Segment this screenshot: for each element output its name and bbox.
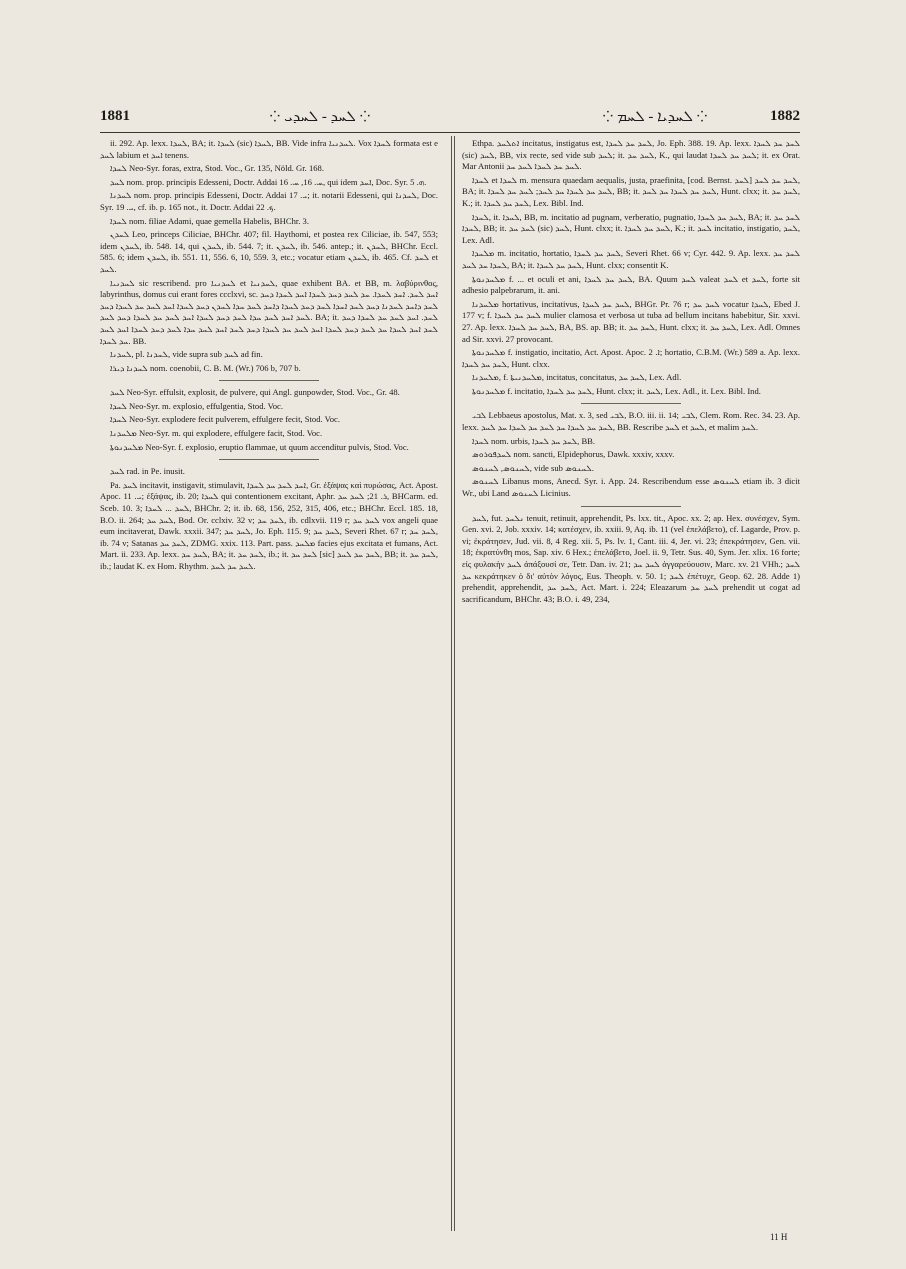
entry: ܠܚܕ Neo-Syr. effulsit, explosit, de pulvere, qui Angl. gunpowder, Stod. Voc., Gr. 48.: [110, 387, 400, 398]
entry: ܠܚܢܘܣ Libanus mons, Anecd. Syr. i. App. 24. Rescribendum esse ܠܚܢܘܣ etiam ib. 3 dicit Wr., ubi Land ܠܚܢܘܣ Licinius.: [462, 476, 800, 499]
entry: ܡܠܚܕܢܘܬܐ f. ... et oculi et ani, ܠܚܕ ܚܕ ܠܚܕܐ, BA. Quum ܠܚܕ valeat ܠܚܕ et ܠܚܕ, forte sit adhesio palpebrarum, it. ani.: [462, 273, 800, 296]
left-column: [100, 138, 438, 1228]
running-head-right: ⁘ ܠܚܕܝܐ - ܠܚܡ ⁘: [602, 109, 708, 125]
entry: ܠܚܕܦܘܪܘܣ nom. sancti, Elpidephorus, Dawk. xxxiv, xxxv.: [472, 449, 675, 460]
column-rule: [454, 136, 455, 1231]
entry: ܠܚܕܢܐ nom. prop. principis Edesseni, Doctr. Addai ܝ. 17; it. notarii Edesseni, qui ܠܚܕܢܐ, Doc. Syr. ܝ. 19, cf. ib. p. 165 not., it. Doctr. Addai ܟ. 22.: [100, 190, 438, 212]
entry: Ethpa. ܐܬܠܚܕ incitatus, instigatus est, ܠܚܕ ܚܕ ܠܚܕܐ, Jo. Eph. 388. 19. Ap. lexx. ܠܚܕ ܚܕ ܠܚܕܐ (sic) ܠܚܕ, BB, vix recte, sed vide sub ܠܚܕ; it. ܠܚܕ ܚܕ, K., qui laudat ܠܚܕ ܚܕ ܠܚܕܐ; it. ex Orat. Mar Antonii ܠܚܕ ܚܕ ܠܚܕܐ ܠܚܕ ܚܕ.: [462, 138, 800, 172]
running-head-left: ⁘ ܠܚܕ - ܠܚܕܝ ⁘: [269, 109, 371, 125]
section-divider: [219, 459, 319, 460]
entry: ܡܠܚܕܢܘܬܐ f. instigatio, incitatio, Act. Apost. Apoc. ܐ. 2; hortatio, C.B.M. (Wr.) 589 a. Ap. lexx. ܠܚܕ ܚܕ ܠܚܕܐ, Hunt. clxx.: [462, 347, 800, 369]
entry: ܠܚܕܐ Neo-Syr. foras, extra, Stod. Voc., Gr. 135, Nöld. Gr. 168.: [110, 163, 324, 174]
entry: ii. 292. Ap. lexx. ܠܚܕܐ, BA; it. ܠܚܕܐ (sic) ܠܚܕܐ, BB. Vide infra ܠܚܕܢܝܐ. Vox ܠܚܕܐ formata est e ܠܚܕ labium et ܐܚܕ tenens.: [100, 138, 438, 160]
entry: ܠܒܝ Lebbaeus apostolus, Mat. x. 3, sed ܠܒܝ, B.O. iii. ii. 14; ܠܒܝ, Clem. Rom. Rec. 34. 23. Ap. lexx. ܠܚܕ ܚܕ ܠܚܕܐ ܚܕ ܠܚܕ ܚܕ ܠܚܕܐ ܚܕ ܠܚܕ, BB. Rescribe ܠܚܕ et ܠܚܕ, et malim ܠܚܕ.: [462, 410, 800, 433]
entry: ܡܠܚܕܢܐ, f. ܡܠܚܕܢܝܬܐ, incitatus, concitatus, ܠܚܕ ܚܕ, Lex. Adl.: [472, 372, 682, 383]
entry: Pa. ܠܚܕ incitavit, instigavit, stimulavit, ܐܚܕ ܠܚܕ ܚܕ ܠܚܕܐ, Gr. ἐξάψας καὶ πυρώσας, Act. Apost. Apoc. ܝ. 11; ἐξάψας, ib. 20; ܠܚܕܐ qui contentionem excitant, Aphr. ܪ. 21; ܠܚܕ ܚܕ, BHCarm. ed. Sceb. 10. 3; ܠܚܕ ... ܠܚܕܐ, BHChr. 2; it. ib. 68, 156, 252, 315, 406, etc.; BHChr. Eccl. 185. 18, B.O. ii. 264; ܠܚܕ ܚܕ, Bod. Or. cclxiv. 32 v; ܠܚܕ ܚܕ, ib. cdlxvii. 119 r; ܠܚܕ ܚܕ vox angeli quae eum incitaverat, Dawk. xxxii. 347; ܠܚܕ ܚܕ, Jo. Eph. 115. 9; ܠܚܕ ܚܕ, Severi Rhet. 67 r; ܠܚܕ ܚܕ, ib. 74 v; Satanas ܠܚܕ ܚܕ, ZDMG. xxix. 113. Part. pass. ܡܠܚܕ facies ejus excitata et fumans, Act. Mart. ii. 233. Ap. lexx. ܠܚܕ ܚܕ, BA; it. ܠܚܕ ܚܕ, ib.; it. ܠܚܕ ܚܕ [sic] ܠܚܕ ܚܕ ܠܚܕ, BB; it. ܠܚܕ ܚܕ, ib.; laudat K. ex Hom. Rhythm. ܠܚܕ ܚܕ ܠܚܕ.: [100, 479, 438, 571]
entry: ܠܚܕܢܝܐ sic rescribend. pro ܠܚܕܢܝܐ et ܠܚܕܢܝܐ, quae exhibent BA. et BB, m. λαβύρινθος, labyrinthus, domus cui erant fores ccclxvi, sc. ܐܚܕ ܠܚܕ. ܐܚܕ ܠܚܕܐ. ܚܕ ܠܚܕ ܕܚܕ ܠܚܕܐ ܐܚܕ ܠܚܕܐ ܕܚܕ ܠܚܕ ܕܐܚܕ ܠܚܕܢܐ ܕܚܕ ܠܚܕ ܐܚܕܐ ܠܚܕ ܕܚܕ ܠܚܕܐ ܕܐܚܕ ܠܚܕ ܚܕܐ ܠܚܕܢ ܕܚܕ ܠܚܕܐ ܐܚܕ ܠܚܕ ܚܕ ܠܚܕܐ ܕܚܕ ܠܚܕ ܐܚܕ ܠܚܕ ܚܕܐ ܠܚܕ ܕܚܕ ܠܚܕܐ ܐܚܕ ܠܚܕ ܚܕ ܠܚܕܐ ܕܚܕ ܠܚܕ. BA; it. ܠܚܕ. ܐܚܕ ܠܚܕ ܚܕ ܠܚܕܐ ܕܚܕ ܠܚܕ ܐܚܕ ܠܚܕܐ ܚܕ ܠܚܕ ܕܚܕ ܠܚܕܐ ܐܚܕ ܠܚܕ ܚܕ ܠܚܕܐ ܕܚܕ ܠܚܕ ܐܚܕ ܠܚܕ ܚܕܐ ܠܚܕ ܕܚܕ ܠܚܕܐ ܐܚܕ ܠܚܕ ܚܕ ܠܚܕܐ. BB.: [100, 277, 438, 346]
signature-mark: 11 H: [770, 1232, 788, 1242]
entry: ܠܚܕܐ et ܠܚܕܐ m. mensura quaedam aequalis, justa, praefinita, [cod. Bernst. ܠܚܕ] ܠܚܕ ܚܕ ܠܚܕ, BA; it. ܠܚܕ ܚܕ ܠܚܕܐ ܚܕ ܠܚܕ; ܠܚܕ ܚܕ ܠܚܕܐ, BB; it. ܠܚܕ ܚܕ ܠܚܕܐ ܚܕ ܠܚܕ, Hunt. clxx; it. ܠܚܕ ܚܕ, K.; it. ܠܚܕ ܚܕ ܠܚܕܐ, Lex. Bibl. Ind.: [462, 174, 800, 208]
page-header: [100, 108, 800, 130]
page-number-right: 1882: [770, 108, 800, 124]
entry: ܠܚܕ nom. prop. principis Edesseni, Doctr. Addai ܚ. 16, ܚ. 16, qui idem ܐܚܕ, Doc. Syr. ܗ. 5.: [110, 176, 427, 187]
entry: ܠܚܕ rad. in Pe. inusit.: [110, 466, 185, 477]
column-rule: [451, 136, 452, 1231]
entry: ܡܠܚܕܐ m. incitatio, hortatio, ܠܚܕ ܚܕ ܠܚܕܐ, Severi Rhet. 66 v; Cyr. 442. 9. Ap. lexx. ܠܚܕ ܚܕ ܠܚܕܐ ܚܕ ܠܚܕ, BA; it. ܠܚܕ ܚܕ ܠܚܕܐ, Hunt. clxx; consentit K.: [462, 248, 800, 270]
entry: ܠܚܕ, fut. ܢܠܚܕ tenuit, retinuit, apprehendit, Ps. lxx. tit., Apoc. xx. 2; ap. Hex. συνέσχεν, Sym. Gen. xvi. 2, Job. xxxiv. 14; κατέσχεν, ib. xxiii. 9, Aq. ib. 11 (vel ἐπελάβετο), cf. Lagarde, Prov. p. vi; ἐκράτησεν, Jud. vii. 8, 4 Reg. xii. 5, Ps. lv. 1, Cant. iii. 4, Jer. vi. 23; ἐπεκράτησεν, Gen. vii. 18; ἐκρατύνθη mos, Sap. xiv. 6 Hex.; ἐπελάβετο, Joel. ii. 9, Tetr. Sus. 40, Sym. Jer. xlix. 16 forte; εἰς φυλακὴν ܠܚܕ ἀπάξουσί σε, Tetr. Dan. iv. 21; ܠܚܕ ܚܕ ἀγγαρεύουσιν, Marc. xv. 21 VHh.; ܠܚܕ ܚܕ κεκράτηκεν ὁ δι' αὐτὸν λόγος, Eus. Theoph. v. 50. 1; ܠܚܕ ἐπέτυχε, Geop. 62. 28. Adde 1) prehendit, apprehendit, ܠܚܕ ܚܕ, Act. Mart. i. 224; Eleazarum ܠܚܕ ܚܕ prehendit ut cogat ad sacrificandum, BHChr. 43; B.O. i. 49, 234,: [462, 512, 800, 604]
entry: ܠܚܢܘܣ, ܠܚܢܘܣ, vide sub ܠܚܢܘܣ.: [472, 462, 594, 473]
entry: ܡܠܚܕܢܘܬܐ f. incitatio, ܠܚܕ ܚܕ ܠܚܕܐ, Hunt. clxx; it. ܠܚܕ, Lex. Adl., it. Lex. Bibl. Ind.: [472, 385, 761, 396]
section-divider: [581, 506, 681, 507]
entry: ܠܚܕܐ nom. urbis, ܠܚܕ ܚܕ ܠܚܕܐ, BB.: [472, 435, 596, 446]
header-rule: [100, 132, 800, 133]
entry: ܠܚܕܐ Neo-Syr. explodere fecit pulverem, effulgere fecit, Stod. Voc.: [110, 414, 341, 425]
entry: ܠܚܕܢܐ, pl. ܠܚܕܢܐ, vide supra sub ܠܚܕ ad fin.: [110, 349, 263, 360]
entry: ܡܠܚܕܢܘܬܐ Neo-Syr. f. explosio, eruptio flammae, ut quum accenditur pulvis, Stod. Voc.: [110, 441, 409, 452]
section-divider: [219, 380, 319, 381]
right-column: [462, 138, 800, 1228]
entry: ܠܚܕܢ Leo, princeps Ciliciae, BHChr. 407; fil. Haythomi, et postea rex Ciliciae, ib. 547, 553; idem ܠܚܕܢ, ib. 548. 14, qui ܠܚܕܢ, ib. 544. 7; it. ܠܚܕܢ, ib. 546. antep.; it. ܠܚܕܢ, BHChr. Eccl. 585. 6; idem ܠܚܕܢ, ib. 551. 11, 556. 6, 10, 559. 3, etc.; vocatur etiam ܠܚܕܢ, ib. 465. Cf. ܠܚܕ et ܠܚܕ.: [100, 229, 438, 274]
entry: ܡܠܚܕܢܐ hortativus, incitativus, ܠܚܕ ܚܕ ܠܚܕܐ, BHGr. Pr. 76 r; ܠܚܕ ܚܕ vocatur ܠܚܕܐ, Ebed J. 177 v; f. ܠܚܕ ܚܕ ܠܚܕܐ mulier clamosa et verbosa ut tuba ad bellum incitans habebitur, Sir. xxvi. 27. Ap. lexx. ܠܚܕ ܚܕ ܠܚܕܐ, BA, BS. ap. BB; it. ܠܚܕ ܚܕ, Hunt. clxx; it. ܠܚܕ ܚܕ, Lex. Adl. Omnes ad Sir. xxvi. 27 provocant.: [462, 298, 800, 344]
entry: ܠܚܕܐ Neo-Syr. m. explosio, effulgentia, Stod. Voc.: [110, 400, 284, 411]
entry: ܠܚܕܐ, it. ܠܚܕܐ, BB, m. incitatio ad pugnam, verberatio, pugnatio, ܠܚܕ ܚܕ ܠܚܕܐ, BA; it. ܠܚܕ ܚܕ ܠܚܕܐ, BB; it. ܠܚܕ ܚܕ (sic) ܠܚܕ, Hunt. clxx; it. ܠܚܕ ܚܕ ܠܚܕܐ, K.; it. ܠܚܕ incitatio, instigatio, ܠܚܕ, Lex. Adl.: [462, 211, 800, 245]
section-divider: [581, 403, 681, 404]
entry: ܠܚܕܢܐ ܕܝܪܐ nom. coenobii, C. B. M. (Wr.) 706 b, 707 b.: [110, 362, 301, 373]
page-number-left: 1881: [100, 108, 130, 124]
entry: ܠܚܕܐ nom. filiae Adami, quae gemella Habelis, BHChr. 3.: [110, 215, 310, 226]
entry: ܡܠܚܕܢܐ Neo-Syr. m. qui explodere, effulgere facit, Stod. Voc.: [110, 428, 323, 439]
